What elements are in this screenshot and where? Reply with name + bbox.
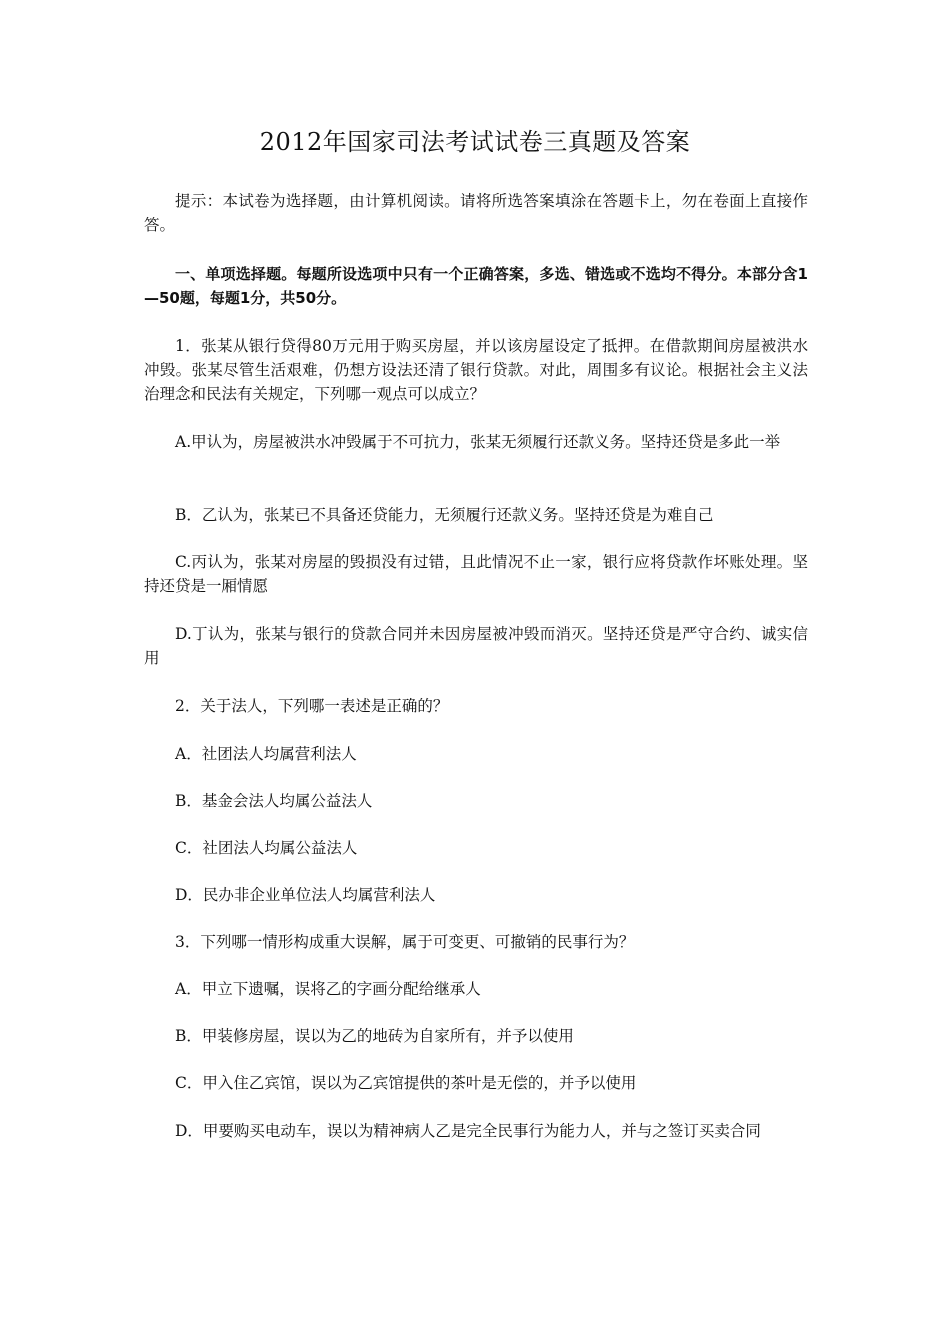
question-2-option-d: D．民办非企业单位法人均属营利法人 xyxy=(175,886,436,904)
document-title: 2012年国家司法考试试卷三真题及答案 xyxy=(259,128,691,156)
question-3-option-c: C．甲入住乙宾馆，误以为乙宾馆提供的茶叶是无偿的，并予以使用 xyxy=(175,1074,637,1092)
question-1-option-d: D.丁认为，张某与银行的贷款合同并未因房屋被冲毁而消灭。坚持还贷是严守合约、诚实信用 xyxy=(144,625,808,667)
question-2-stem: 2．关于法人，下列哪一表述是正确的？ xyxy=(175,697,449,715)
section-heading: 一、单项选择题。每题所设选项中只有一个正确答案，多选、错选或不选均不得分。本部分含1—50题，每题1分，共50分。 xyxy=(144,265,808,307)
question-3-option-b: B．甲装修房屋，误以为乙的地砖为自家所有，并予以使用 xyxy=(175,1027,574,1045)
question-2-option-b: B．基金会法人均属公益法人 xyxy=(175,792,373,810)
question-1-option-c: C.丙认为，张某对房屋的毁损没有过错，且此情况不止一家，银行应将贷款作坏账处理。坚持还贷是一厢情愿 xyxy=(144,553,808,595)
question-3-stem: 3．下列哪一情形构成重大误解，属于可变更、可撤销的民事行为？ xyxy=(175,933,635,951)
exam-notice: 提示：本试卷为选择题，由计算机阅读。请将所选答案填涂在答题卡上，勿在卷面上直接作答。 xyxy=(144,192,808,234)
question-3-option-d: D．甲要购买电动车，误以为精神病人乙是完全民事行为能力人，并与之签订买卖合同 xyxy=(175,1122,761,1140)
question-2-option-c: C．社团法人均属公益法人 xyxy=(175,839,358,857)
question-1-option-a: A.甲认为，房屋被洪水冲毁属于不可抗力，张某无须履行还款义务。坚持还贷是多此一举 xyxy=(175,433,781,451)
question-3-option-a: A．甲立下遗嘱，误将乙的字画分配给继承人 xyxy=(175,980,481,998)
question-1-option-b: B．乙认为，张某已不具备还贷能力，无须履行还款义务。坚持还贷是为难自己 xyxy=(175,506,714,524)
question-2-option-a: A．社团法人均属营利法人 xyxy=(175,745,357,763)
question-1-stem: 1．张某从银行贷得80万元用于购买房屋，并以该房屋设定了抵押。在借款期间房屋被洪水冲毁。张某尽管生活艰难，仍想方设法还清了银行贷款。对此，周围多有议论。根据社会主义法治理念和民法有关规定，下列哪一观点可以成立？ xyxy=(144,337,808,403)
